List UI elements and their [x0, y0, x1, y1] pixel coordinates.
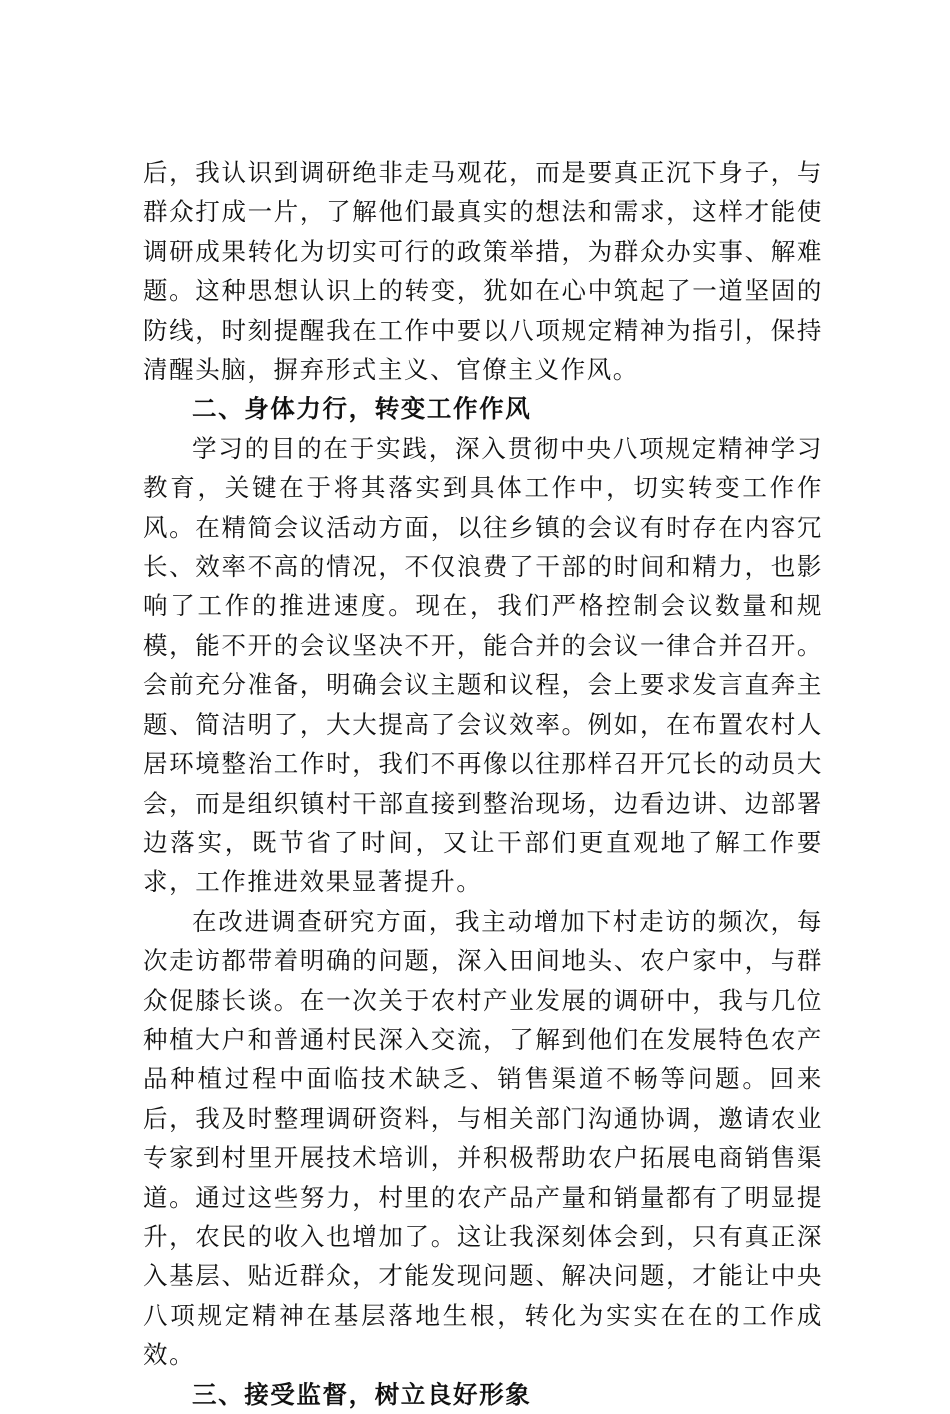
section-two-paragraph-2: 在改进调查研究方面，我主动增加下村走访的频次，每次走访都带着明确的问题，深入田间地头、农户家中，与群众促膝长谈。在一次关于农村产业发展的调研中，我与几位种植大户和普通村民深入交流，了解到他们在发展特色农产品种植过程中面临技术缺乏、销售渠道不畅等问题。回来后，我及时整理调研资料，与相关部门沟通协调，邀请农业专家到村里开展技术培训，并积极帮助农户拓展电商销售渠道。通过这些努力，村里的农产品产量和销量都有了明显提升，农民的收入也增加了。这让我深刻体会到，只有真正深入基层、贴近群众，才能发现问题、解决问题，才能让中央八项规定精神在基层落地生根，转化为实实在在的工作成效。	[143, 906, 823, 1370]
section-two-heading: 二、身体力行，转变工作作风	[192, 394, 532, 424]
document-body	[143, 153, 823, 1414]
continuation-paragraph: 后，我认识到调研绝非走马观花，而是要真正沉下身子，与群众打成一片，了解他们最真实的想法和需求，这样才能使调研成果转化为切实可行的政策举措，为群众办实事、解难题。这种思想认识上的转变，犹如在心中筑起了一道坚固的防线，时刻提醒我在工作中要以八项规定精神为指引，保持清醒头脑，摒弃形式主义、官僚主义作风。	[143, 158, 823, 385]
section-two-paragraph-1: 学习的目的在于实践，深入贯彻中央八项规定精神学习教育，关键在于将其落实到具体工作中，切实转变工作作风。在精简会议活动方面，以往乡镇的会议有时存在内容冗长、效率不高的情况，不仅浪费了干部的时间和精力，也影响了工作的推进速度。现在，我们严格控制会议数量和规模，能不开的会议坚决不开，能合并的会议一律合并召开。会前充分准备，明确会议主题和议程，会上要求发言直奔主题、简洁明了，大大提高了会议效率。例如，在布置农村人居环境整治工作时，我们不再像以往那样召开冗长的动员大会，而是组织镇村干部直接到整治现场，边看边讲、边部署边落实，既节省了时间，又让干部们更直观地了解工作要求，工作推进效果显著提升。	[143, 433, 823, 897]
section-three-heading: 三、接受监督，树立良好形象	[192, 1379, 532, 1409]
